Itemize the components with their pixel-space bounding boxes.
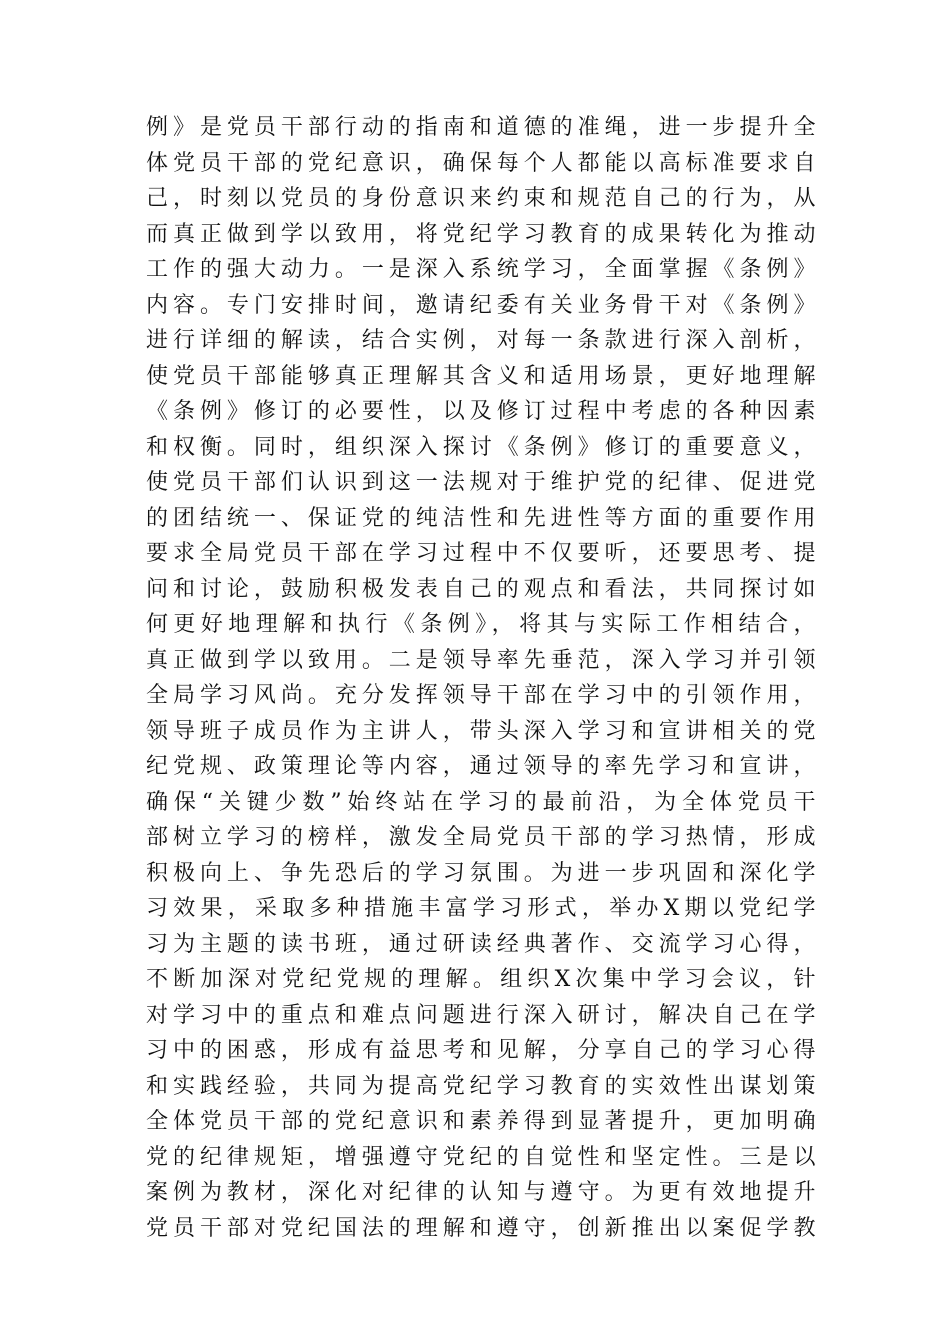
text-line: 《条例》修订的必要性，以及修订过程中考虑的各种因素	[146, 399, 816, 424]
text-line: 己，时刻以党员的身份意识来约束和规范自己的行为，从	[146, 186, 816, 211]
text-line: 例》是党员干部行动的指南和道德的准绳，进一步提升全	[146, 115, 816, 140]
text-line: 全局学习风尚。充分发挥领导干部在学习中的引领作用，	[146, 683, 816, 708]
text-line: 和实践经验，共同为提高党纪学习教育的实效性出谋划策	[146, 1073, 816, 1099]
text-line: 真正做到学以致用。二是领导率先垂范，深入学习并引领	[146, 647, 816, 673]
text-line: 党员干部对党纪国法的理解和遵守，创新推出以案促学教	[146, 1215, 816, 1241]
body-text	[146, 110, 816, 1246]
text-line: 积极向上、争先恐后的学习氛围。为进一步巩固和深化学	[146, 860, 816, 886]
text-line: 部树立学习的榜样，激发全局党员干部的学习热情，形成	[146, 825, 816, 850]
text-line: 对学习中的重点和难点问题进行深入研讨，解决自己在学	[146, 1002, 816, 1028]
text-line: 内容。专门安排时间，邀请纪委有关业务骨干对《条例》	[146, 292, 816, 318]
text-line: 体党员干部的党纪意识，确保每个人都能以高标准要求自	[146, 150, 816, 176]
text-line: 使党员干部们认识到这一法规对于维护党的纪律、促进党	[146, 470, 816, 495]
text-line: 习效果，采取多种措施丰富学习形式，举办X期以党纪学	[146, 896, 816, 921]
text-line: 要求全局党员干部在学习过程中不仅要听，还要思考、提	[146, 541, 816, 566]
text-line: 工作的强大动力。一是深入系统学习，全面掌握《条例》	[146, 257, 816, 282]
text-line: 纪党规、政策理论等内容，通过领导的率先学习和宣讲，	[146, 754, 816, 779]
text-line: 和权衡。同时，组织深入探讨《条例》修订的重要意义，	[146, 434, 816, 460]
text-line: 何更好地理解和执行《条例》，将其与实际工作相结合，	[146, 612, 816, 637]
text-line: 进行详细的解读，结合实例，对每一条款进行深入剖析，	[146, 328, 816, 353]
text-line: 不断加深对党纪党规的理解。组织X次集中学习会议，针	[146, 967, 816, 992]
text-line: 而真正做到学以致用，将党纪学习教育的成果转化为推动	[146, 221, 816, 247]
text-line: 习中的困惑，形成有益思考和见解，分享自己的学习心得	[146, 1038, 816, 1063]
text-line: 全体党员干部的党纪意识和素养得到显著提升，更加明确	[146, 1109, 816, 1134]
text-line: 习为主题的读书班，通过研读经典著作、交流学习心得，	[146, 931, 816, 957]
text-line: 确保“关键少数”始终站在学习的最前沿，为全体党员干	[146, 789, 816, 815]
text-line: 党的纪律规矩，增强遵守党纪的自觉性和坚定性。三是以	[146, 1144, 816, 1170]
text-line: 的团结统一、保证党的纯洁性和先进性等方面的重要作用	[146, 505, 816, 531]
text-line: 使党员干部能够真正理解其含义和适用场景，更好地理解	[146, 363, 816, 389]
text-line: 领导班子成员作为主讲人，带头深入学习和宣讲相关的党	[146, 718, 816, 744]
text-line: 案例为教材，深化对纪律的认知与遵守。为更有效地提升	[146, 1180, 816, 1205]
text-line: 问和讨论，鼓励积极发表自己的观点和看法，共同探讨如	[146, 576, 816, 602]
